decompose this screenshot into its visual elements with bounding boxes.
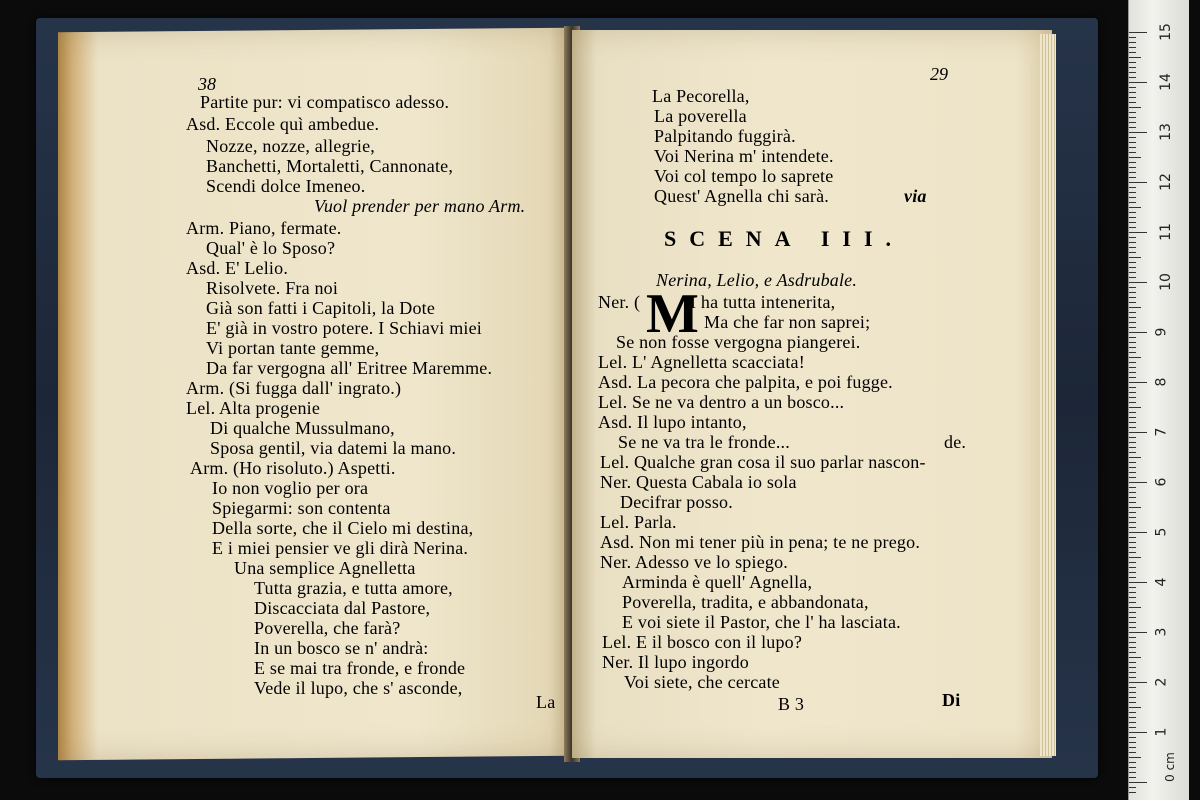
ruler-tick <box>1129 682 1147 683</box>
text-line: Scendi dolce Imeneo. <box>206 176 366 196</box>
text-line: Lel. L' Agnelletta scacciata! <box>598 352 805 372</box>
ruler-tick <box>1129 792 1136 793</box>
ruler-tick <box>1129 772 1136 773</box>
text-line: Voi siete, che cercate <box>624 672 780 692</box>
text-line: Ner. Adesso ve lo spiego. <box>600 552 788 572</box>
ruler-tick <box>1129 367 1136 368</box>
catchword: La <box>536 692 556 712</box>
ruler-tick <box>1129 222 1136 223</box>
ruler-tick <box>1129 122 1136 123</box>
left-page-number: 38 <box>198 74 216 94</box>
ruler-tick <box>1129 392 1136 393</box>
ruler-tick <box>1129 512 1136 513</box>
ruler-number: 4 <box>1153 577 1170 587</box>
text-line: Vede il lupo, che s' asconde, <box>254 678 463 698</box>
ruler-tick <box>1129 372 1136 373</box>
ruler-number: 3 <box>1153 627 1170 637</box>
ruler-tick <box>1129 237 1136 238</box>
ruler-tick <box>1129 407 1141 408</box>
ruler-tick <box>1129 257 1141 258</box>
text-line: Tutta grazia, e tutta amore, <box>254 578 453 598</box>
ruler-tick <box>1129 292 1136 293</box>
ruler-tick <box>1129 402 1136 403</box>
ruler-tick <box>1129 517 1136 518</box>
text-line: Asd. Non mi tener più in pena; te ne prego. <box>600 532 921 552</box>
ruler-tick <box>1129 287 1136 288</box>
ruler-tick <box>1129 467 1136 468</box>
ruler-tick <box>1129 107 1141 108</box>
signature-mark: B 3 <box>778 694 805 714</box>
ruler-tick <box>1129 537 1136 538</box>
text-line: Arm. Piano, fermate. <box>186 218 342 238</box>
ruler-tick <box>1129 707 1141 708</box>
text-line: Asd. E' Lelio. <box>186 258 289 278</box>
ruler-tick <box>1129 182 1147 183</box>
text-line: Discacciata dal Pastore, <box>254 598 431 618</box>
ruler-tick <box>1129 657 1141 658</box>
ruler-tick <box>1129 787 1136 788</box>
ruler-tick <box>1129 692 1136 693</box>
text-line: Arm. (Si fugga dall' ingrato.) <box>186 378 402 398</box>
ruler-tick <box>1129 527 1136 528</box>
ruler-tick <box>1129 82 1147 83</box>
ruler-tick <box>1129 547 1136 548</box>
ruler-tick <box>1129 387 1136 388</box>
ruler-tick <box>1129 272 1136 273</box>
text-line: Già son fatti i Capitoli, la Dote <box>206 298 436 318</box>
ruler-tick <box>1129 297 1136 298</box>
text-line: Poverella, tradita, e abbandonata, <box>622 592 869 612</box>
ruler-tick <box>1129 677 1136 678</box>
ruler-tick <box>1129 102 1136 103</box>
ruler-tick <box>1129 52 1136 53</box>
ruler-tick <box>1129 487 1136 488</box>
ruler-tick <box>1129 112 1136 113</box>
ruler-tick <box>1129 687 1136 688</box>
ruler-tick <box>1129 602 1136 603</box>
ruler-tick <box>1129 532 1147 533</box>
ruler-number: 15 <box>1157 23 1174 41</box>
ruler-tick <box>1129 127 1136 128</box>
ruler-tick <box>1129 442 1136 443</box>
ruler-tick <box>1129 352 1136 353</box>
ruler-number: 9 <box>1153 327 1170 337</box>
ruler-tick <box>1129 342 1136 343</box>
ruler-tick <box>1129 332 1147 333</box>
ruler-tick <box>1129 312 1136 313</box>
ruler-tick <box>1129 197 1136 198</box>
ruler-tick <box>1129 577 1136 578</box>
right-page-number: 29 <box>930 64 948 84</box>
text-line: In un bosco se n' andrà: <box>254 638 429 658</box>
ruler-tick <box>1129 357 1141 358</box>
ruler-tick <box>1129 422 1136 423</box>
ruler-tick <box>1129 567 1136 568</box>
ruler-tick <box>1129 542 1136 543</box>
ruler-tick <box>1129 177 1136 178</box>
ruler-number: 8 <box>1153 377 1170 387</box>
ruler-tick <box>1129 732 1147 733</box>
ruler-number: 1 <box>1153 727 1170 737</box>
ruler-number: 7 <box>1153 427 1170 437</box>
ruler-tick <box>1129 142 1136 143</box>
ruler-tick <box>1129 617 1136 618</box>
ruler-tick <box>1129 622 1136 623</box>
ruler-tick <box>1129 637 1136 638</box>
ruler-number: 2 <box>1153 677 1170 687</box>
ruler-tick <box>1129 307 1141 308</box>
ruler-tick <box>1129 202 1136 203</box>
ruler-number: 6 <box>1153 477 1170 487</box>
ruler-tick <box>1129 377 1136 378</box>
ruler-tick <box>1129 572 1136 573</box>
ruler-tick <box>1129 492 1136 493</box>
ruler-tick <box>1129 162 1136 163</box>
ruler-tick <box>1129 667 1136 668</box>
ruler-tick <box>1129 702 1136 703</box>
scene-heading: SCENA III. <box>664 226 905 251</box>
ruler-tick <box>1129 717 1136 718</box>
text-line: Se ne va tra le fronde... <box>618 432 790 452</box>
ruler-tick <box>1129 757 1141 758</box>
ruler-tick <box>1129 47 1136 48</box>
ruler-tick <box>1129 747 1136 748</box>
ruler-tick <box>1129 507 1141 508</box>
ruler-tick <box>1129 612 1136 613</box>
ruler-tick <box>1129 607 1141 608</box>
stage-direction: Vuol prender per mano Arm. <box>314 196 526 216</box>
scene-characters: Nerina, Lelio, e Asdrubale. <box>656 270 858 290</box>
text-line: Lel. Se ne va dentro a un bosco... <box>598 392 845 412</box>
ruler-tick <box>1129 472 1136 473</box>
ruler-tick <box>1129 562 1136 563</box>
ruler-tick <box>1129 502 1136 503</box>
ruler-tick <box>1129 322 1136 323</box>
ruler-tick <box>1129 282 1147 283</box>
ruler-tick <box>1129 277 1136 278</box>
text-line: de. <box>944 432 967 452</box>
ruler-tick <box>1129 412 1136 413</box>
ruler-number: 13 <box>1157 123 1174 141</box>
text-line: Lel. Alta progenie <box>186 398 321 418</box>
ruler-tick <box>1129 742 1136 743</box>
ruler-tick <box>1129 242 1136 243</box>
ruler-tick <box>1129 252 1136 253</box>
ruler-tick <box>1129 147 1136 148</box>
ruler-tick <box>1129 77 1136 78</box>
text-line: Arminda è quell' Agnella, <box>622 572 813 592</box>
text-line: Decifrar posso. <box>620 492 733 512</box>
ruler-tick <box>1129 432 1147 433</box>
ruler-tick <box>1129 672 1136 673</box>
ruler-tick <box>1129 647 1136 648</box>
text-line: Lel. Parla. <box>600 512 677 532</box>
ruler-tick <box>1129 167 1136 168</box>
text-line: Di qualche Mussulmano, <box>210 418 395 438</box>
text-line: Arm. (Ho risoluto.) Aspetti. <box>190 458 396 478</box>
text-line: Vi portan tante gemme, <box>206 338 380 358</box>
text-line: Lel. Qualche gran cosa il suo parlar nascon- <box>600 452 926 472</box>
ruler-tick <box>1129 207 1141 208</box>
text-line: Lel. E il bosco con il lupo? <box>602 632 803 652</box>
ruler-tick <box>1129 627 1136 628</box>
speaker-label: Ner. ( <box>598 292 641 312</box>
text-line: Banchetti, Mortaletti, Cannonate, <box>206 156 454 176</box>
ruler-tick <box>1129 232 1147 233</box>
ruler-tick <box>1129 227 1136 228</box>
text-line: Asd. Eccole quì ambedue. <box>186 114 380 134</box>
ruler-tick <box>1129 217 1136 218</box>
ruler-tick <box>1129 187 1136 188</box>
ruler-tick <box>1129 302 1136 303</box>
ruler-tick <box>1129 437 1136 438</box>
text-line: Sposa gentil, via datemi la mano. <box>210 438 457 458</box>
ruler-tick <box>1129 552 1136 553</box>
ruler-tick <box>1129 727 1136 728</box>
ruler-tick <box>1129 152 1136 153</box>
ruler-tick <box>1129 327 1136 328</box>
drop-cap: M <box>646 283 699 345</box>
ruler-tick <box>1129 752 1136 753</box>
text-line: I ha tutta intenerita, <box>690 292 836 312</box>
ruler-tick <box>1129 762 1136 763</box>
text-line: La Pecorella, <box>652 86 750 106</box>
text-line: E i miei pensier ve gli dirà Nerina. <box>212 538 469 558</box>
text-line: Ner. Questa Cabala io sola <box>600 472 797 492</box>
ruler-tick <box>1129 67 1136 68</box>
ruler-tick <box>1129 462 1136 463</box>
ruler-tick <box>1129 557 1141 558</box>
ruler-tick <box>1129 317 1136 318</box>
ruler-tick <box>1129 397 1136 398</box>
text-line: E se mai tra fronde, e fronde <box>254 658 466 678</box>
ruler-tick <box>1129 522 1136 523</box>
ruler-tick <box>1129 417 1136 418</box>
ruler-unit: 0 cm <box>1162 752 1177 782</box>
ruler-tick <box>1129 777 1136 778</box>
ruler-tick <box>1129 157 1141 158</box>
text-line: Asd. Il lupo intanto, <box>598 412 747 432</box>
text-line: Poverella, che farà? <box>254 618 401 638</box>
ruler-tick <box>1129 782 1147 783</box>
text-line: Ma che far non saprei; <box>704 312 871 332</box>
measuring-ruler <box>1128 0 1189 800</box>
ruler-tick <box>1129 42 1136 43</box>
text-line: Se non fosse vergogna piangerei. <box>616 332 861 352</box>
text-line: Partite pur: vi compatisco adesso. <box>200 92 450 112</box>
ruler-number: 11 <box>1157 223 1174 241</box>
catchword: Di <box>942 690 961 710</box>
ruler-tick <box>1129 737 1136 738</box>
text-line: Io non voglio per ora <box>212 478 369 498</box>
text-line: Nozze, nozze, allegrie, <box>206 136 375 156</box>
text-line: La poverella <box>654 106 747 126</box>
text-line: Asd. La pecora che palpita, e poi fugge. <box>598 372 893 392</box>
ruler-tick <box>1129 267 1136 268</box>
ruler-tick <box>1129 247 1136 248</box>
ruler-tick <box>1129 57 1141 58</box>
ruler-tick <box>1129 172 1136 173</box>
ruler-tick <box>1129 262 1136 263</box>
ruler-tick <box>1129 697 1136 698</box>
text-line: Voi Nerina m' intendete. <box>654 146 834 166</box>
ruler-tick <box>1129 477 1136 478</box>
ruler-number: 5 <box>1153 527 1170 537</box>
ruler-tick <box>1129 452 1136 453</box>
ruler-tick <box>1129 482 1147 483</box>
ruler-tick <box>1129 87 1136 88</box>
text-line: E voi siete il Pastor, che l' ha lasciata. <box>622 612 901 632</box>
ruler-tick <box>1129 382 1147 383</box>
ruler-tick <box>1129 642 1136 643</box>
ruler-tick <box>1129 347 1136 348</box>
ruler-tick <box>1129 427 1136 428</box>
text-line: E' già in vostro potere. I Schiavi miei <box>206 318 482 338</box>
ruler-tick <box>1129 597 1136 598</box>
ruler-tick <box>1129 362 1136 363</box>
ruler-tick <box>1129 37 1136 38</box>
text-line: Una semplice Agnelletta <box>234 558 416 578</box>
page-edges <box>1040 34 1056 756</box>
ruler-tick <box>1129 32 1147 33</box>
ruler-tick <box>1129 712 1136 713</box>
ruler-tick <box>1129 92 1136 93</box>
ruler-tick <box>1129 62 1136 63</box>
text-line: Da far vergogna all' Eritree Maremme. <box>206 358 493 378</box>
ruler-tick <box>1129 497 1136 498</box>
ruler-tick <box>1129 212 1136 213</box>
ruler-tick <box>1129 137 1136 138</box>
ruler-tick <box>1129 97 1136 98</box>
stage-direction: via <box>904 186 927 206</box>
ruler-number: 14 <box>1157 73 1174 91</box>
ruler-tick <box>1129 72 1136 73</box>
ruler-tick <box>1129 632 1147 633</box>
text-line: Ner. Il lupo ingordo <box>602 652 749 672</box>
text-line: Risolvete. Fra noi <box>206 278 339 298</box>
ruler-number: 10 <box>1157 273 1174 291</box>
ruler-tick <box>1129 722 1136 723</box>
text-line: Spiegarmi: son contenta <box>212 498 391 518</box>
text-line: Voi col tempo lo saprete <box>654 166 834 186</box>
text-line: Palpitando fuggirà. <box>654 126 796 146</box>
text-line: Quest' Agnella chi sarà. <box>654 186 829 206</box>
ruler-tick <box>1129 587 1136 588</box>
text-line: Qual' è lo Sposo? <box>206 238 336 258</box>
ruler-tick <box>1129 132 1147 133</box>
ruler-tick <box>1129 767 1136 768</box>
text-line: Della sorte, che il Cielo mi destina, <box>212 518 474 538</box>
ruler-tick <box>1129 337 1136 338</box>
ruler-tick <box>1129 117 1136 118</box>
ruler-tick <box>1129 662 1136 663</box>
ruler-tick <box>1129 652 1136 653</box>
ruler-tick <box>1129 192 1136 193</box>
ruler-tick <box>1129 582 1147 583</box>
ruler-number: 12 <box>1157 173 1174 191</box>
ruler-tick <box>1129 457 1141 458</box>
ruler-tick <box>1129 592 1136 593</box>
ruler-tick <box>1129 447 1136 448</box>
